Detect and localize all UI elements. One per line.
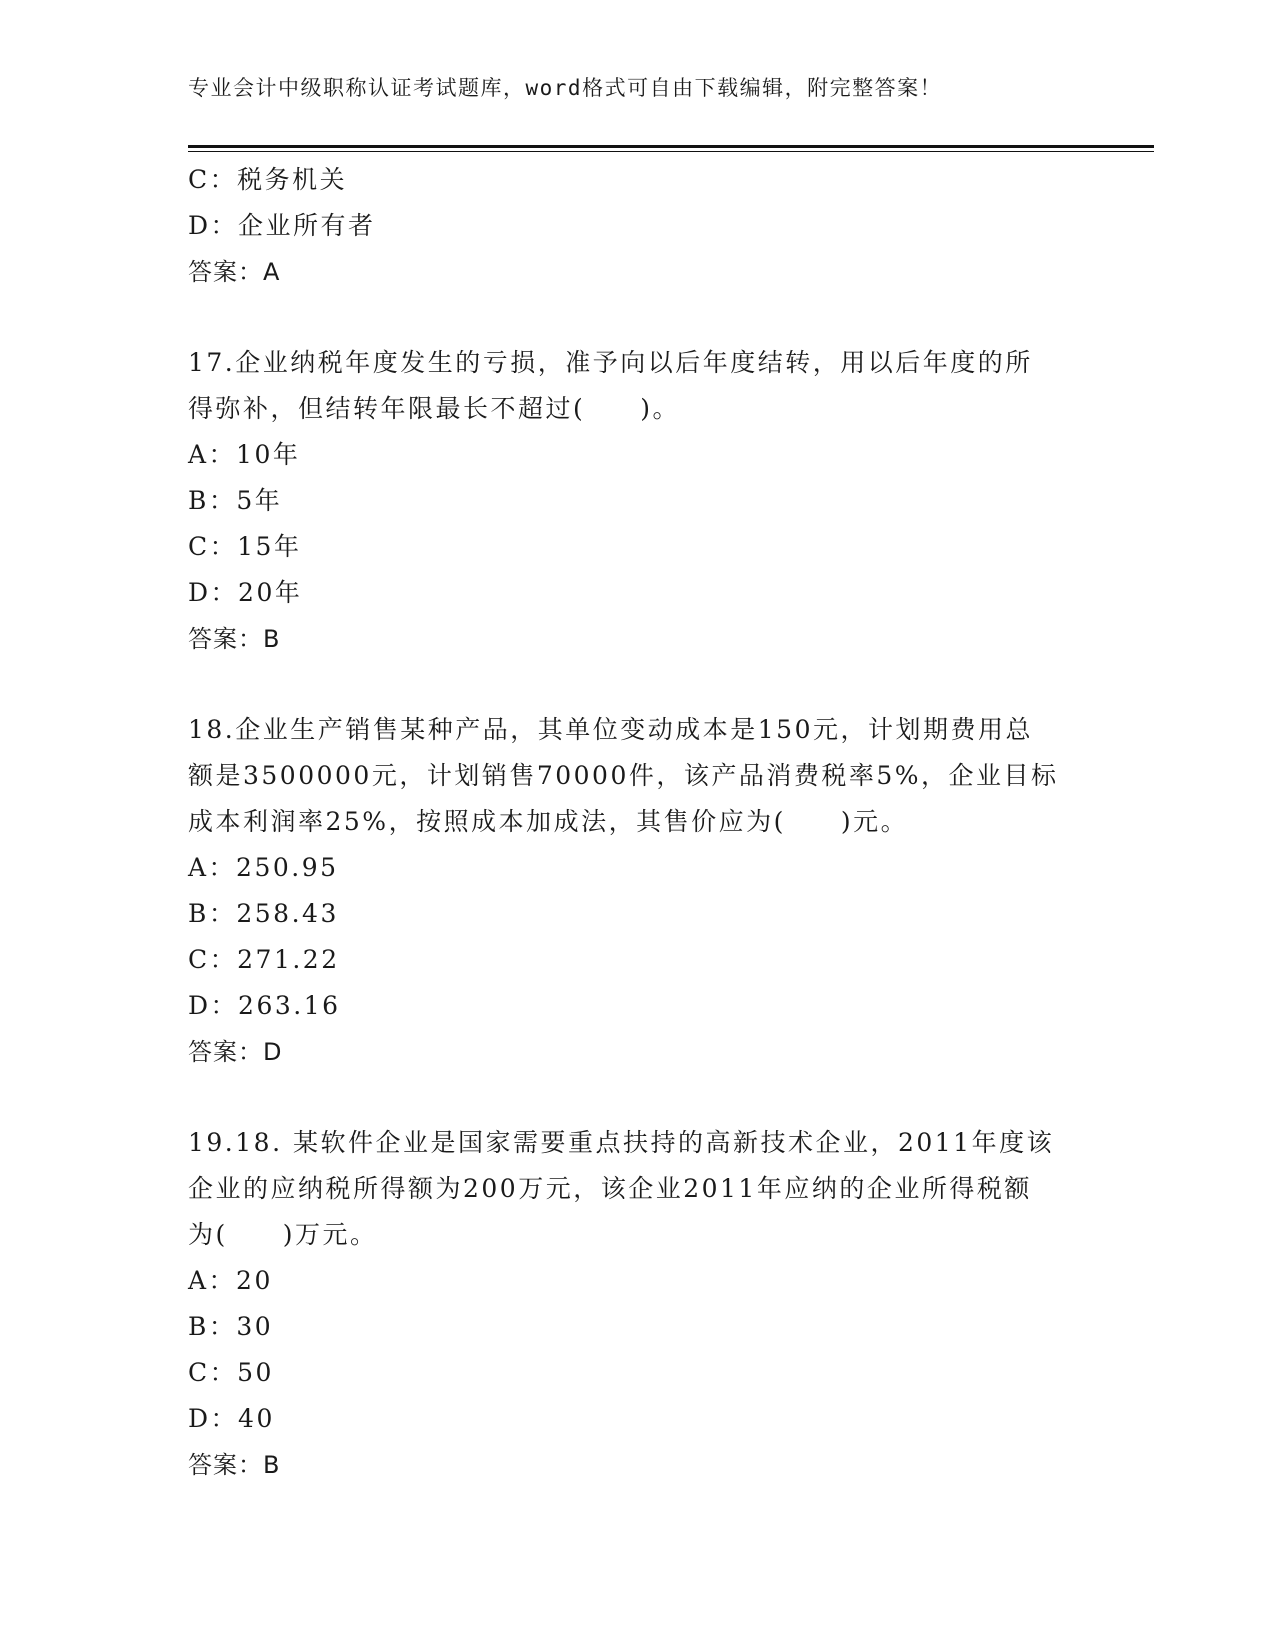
question-block	[188, 707, 1088, 1075]
option-d: D：20年	[188, 578, 303, 607]
answer-line: 答案：B	[188, 1451, 281, 1479]
option-a: A：10年	[188, 440, 301, 469]
option-b: B：30	[188, 1312, 274, 1341]
option-d: D：企业所有者	[188, 211, 376, 240]
option-b: B：258.43	[188, 899, 339, 928]
question-text: 18.企业生产销售某种产品，其单位变动成本是150元，计划期费用总	[188, 715, 1033, 744]
option-a: A：250.95	[188, 853, 339, 882]
question-text: 额是3500000元，计划销售70000件，该产品消费税率5%，企业目标	[188, 761, 1059, 790]
answer-line: 答案：A	[188, 258, 281, 286]
answer-line: 答案：D	[188, 1038, 283, 1066]
question-text: 成本利润率25%，按照成本加成法，其售价应为( )元。	[188, 807, 909, 836]
option-c: C：税务机关	[188, 165, 348, 194]
question-block	[188, 1120, 1088, 1488]
question-block	[188, 340, 1088, 662]
question-list	[188, 157, 1088, 1488]
header-rule-thick	[188, 145, 1154, 148]
answer-line: 答案：B	[188, 625, 281, 653]
header-rule-thin	[188, 151, 1154, 152]
question-text: 19.18. 某软件企业是国家需要重点扶持的高新技术企业，2011年度该	[188, 1128, 1055, 1157]
page-header: 专业会计中级职称认证考试题库，word格式可自由下载编辑，附完整答案！	[188, 76, 943, 100]
option-b: B：5年	[188, 486, 283, 515]
option-d: D：263.16	[188, 991, 341, 1020]
question-text: 为( )万元。	[188, 1220, 378, 1249]
option-c: C：50	[188, 1358, 274, 1387]
option-a: A：20	[188, 1266, 273, 1295]
question-block	[188, 157, 1088, 295]
option-c: C：15年	[188, 532, 302, 561]
question-text: 得弥补，但结转年限最长不超过( )。	[188, 394, 681, 423]
option-d: D：40	[188, 1404, 275, 1433]
option-c: C：271.22	[188, 945, 340, 974]
question-text: 17.企业纳税年度发生的亏损，准予向以后年度结转，用以后年度的所	[188, 348, 1033, 377]
question-text: 企业的应纳税所得额为200万元，该企业2011年应纳的企业所得税额	[188, 1174, 1032, 1203]
